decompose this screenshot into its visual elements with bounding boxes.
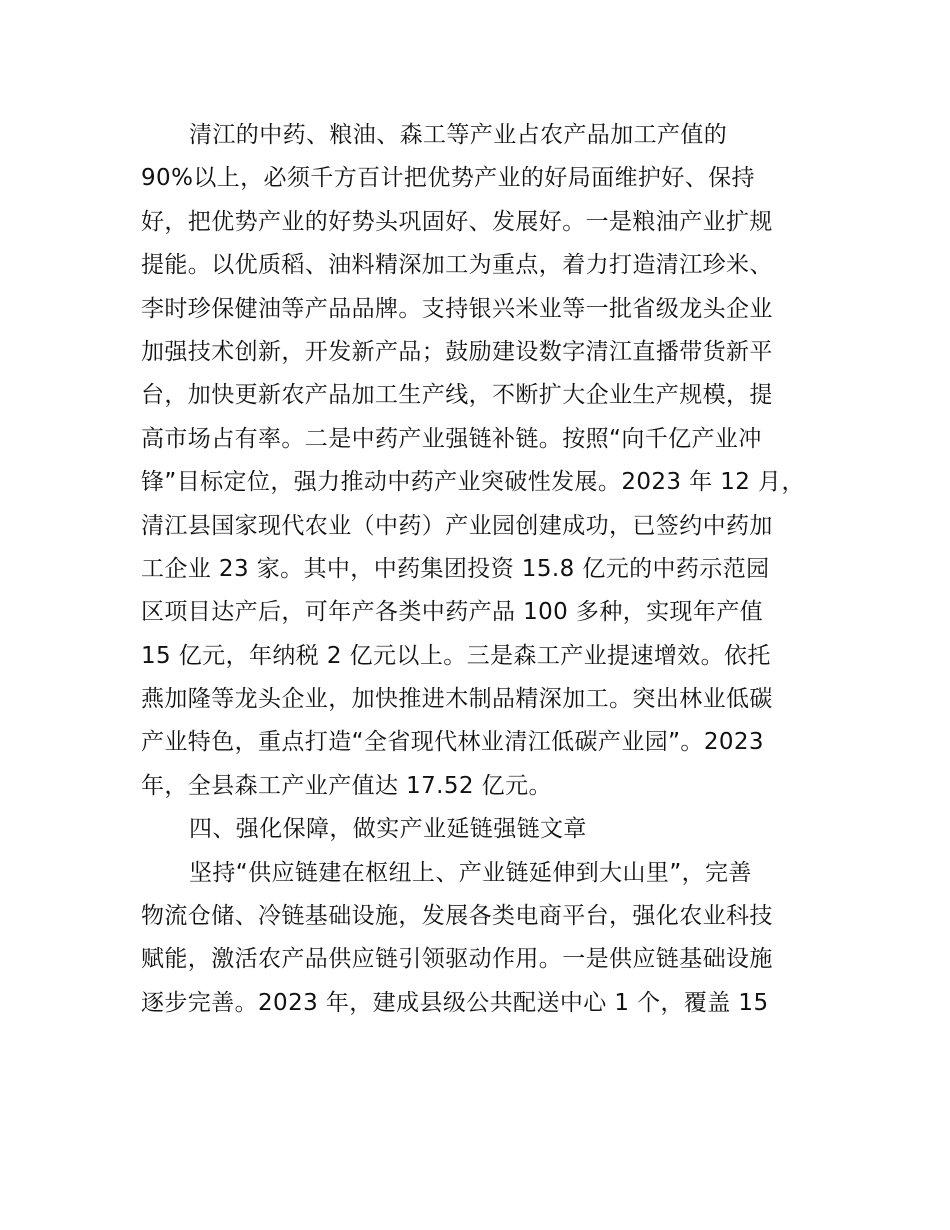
paragraph-line: 赋能，激活农产品供应链引领驱动作用。一是供应链基础设施 bbox=[141, 946, 773, 973]
paragraph-line: 年，全县森工产业产值达 17.52 亿元。 bbox=[141, 772, 552, 799]
paragraph-line: 锋”目标定位，强力推动中药产业突破性发展。2023 年 12 月， bbox=[141, 469, 805, 496]
paragraph-line: 坚持“供应链建在枢纽上、产业链延伸到大山里”，完善 bbox=[189, 859, 752, 886]
paragraph-line: 清江县国家现代农业（中药）产业园创建成功，已签约中药加 bbox=[141, 512, 773, 539]
paragraph-line: 台，加快更新农产品加工生产线，不断扩大企业生产规模，提 bbox=[141, 382, 773, 409]
paragraph-line: 产业特色，重点打造“全省现代林业清江低碳产业园”。2023 bbox=[141, 729, 764, 756]
paragraph-line: 15 亿元，年纳税 2 亿元以上。三是森工产业提速增效。依托 bbox=[141, 642, 771, 669]
paragraph-line: 好，把优势产业的好势头巩固好、发展好。一是粮油产业扩规 bbox=[141, 208, 773, 235]
paragraph-line: 李时珍保健油等产品品牌。支持银兴米业等一批省级龙头企业 bbox=[141, 295, 773, 322]
paragraph-line: 燕加隆等龙头企业，加快推进木制品精深加工。突出林业低碳 bbox=[141, 686, 773, 713]
paragraph-line: 物流仓储、冷链基础设施，发展各类电商平台，强化农业科技 bbox=[141, 903, 773, 930]
paragraph-line: 加强技术创新，开发新产品；鼓励建设数字清江直播带货新平 bbox=[141, 338, 773, 365]
paragraph-line: 逐步完善。2023 年，建成县级公共配送中心 1 个，覆盖 15 bbox=[141, 989, 769, 1016]
paragraph-line: 提能。以优质稻、油料精深加工为重点，着力打造清江珍米、 bbox=[141, 252, 773, 279]
paragraph-line: 工企业 23 家。其中，中药集团投资 15.8 亿元的中药示范园 bbox=[141, 555, 770, 582]
paragraph-line: 高市场占有率。二是中药产业强链补链。按照“向千亿产业冲 bbox=[141, 425, 762, 452]
document-body bbox=[141, 114, 809, 1025]
paragraph-line: 90%以上，必须千方百计把优势产业的好局面维护好、保持 bbox=[141, 165, 755, 192]
paragraph-line: 区项目达产后，可年产各类中药产品 100 多种，实现年产值 bbox=[141, 599, 764, 626]
paragraph-line: 清江的中药、粮油、森工等产业占农产品加工产值的 bbox=[189, 122, 728, 148]
section-heading: 四、强化保障，做实产业延链强链文章 bbox=[189, 816, 587, 843]
